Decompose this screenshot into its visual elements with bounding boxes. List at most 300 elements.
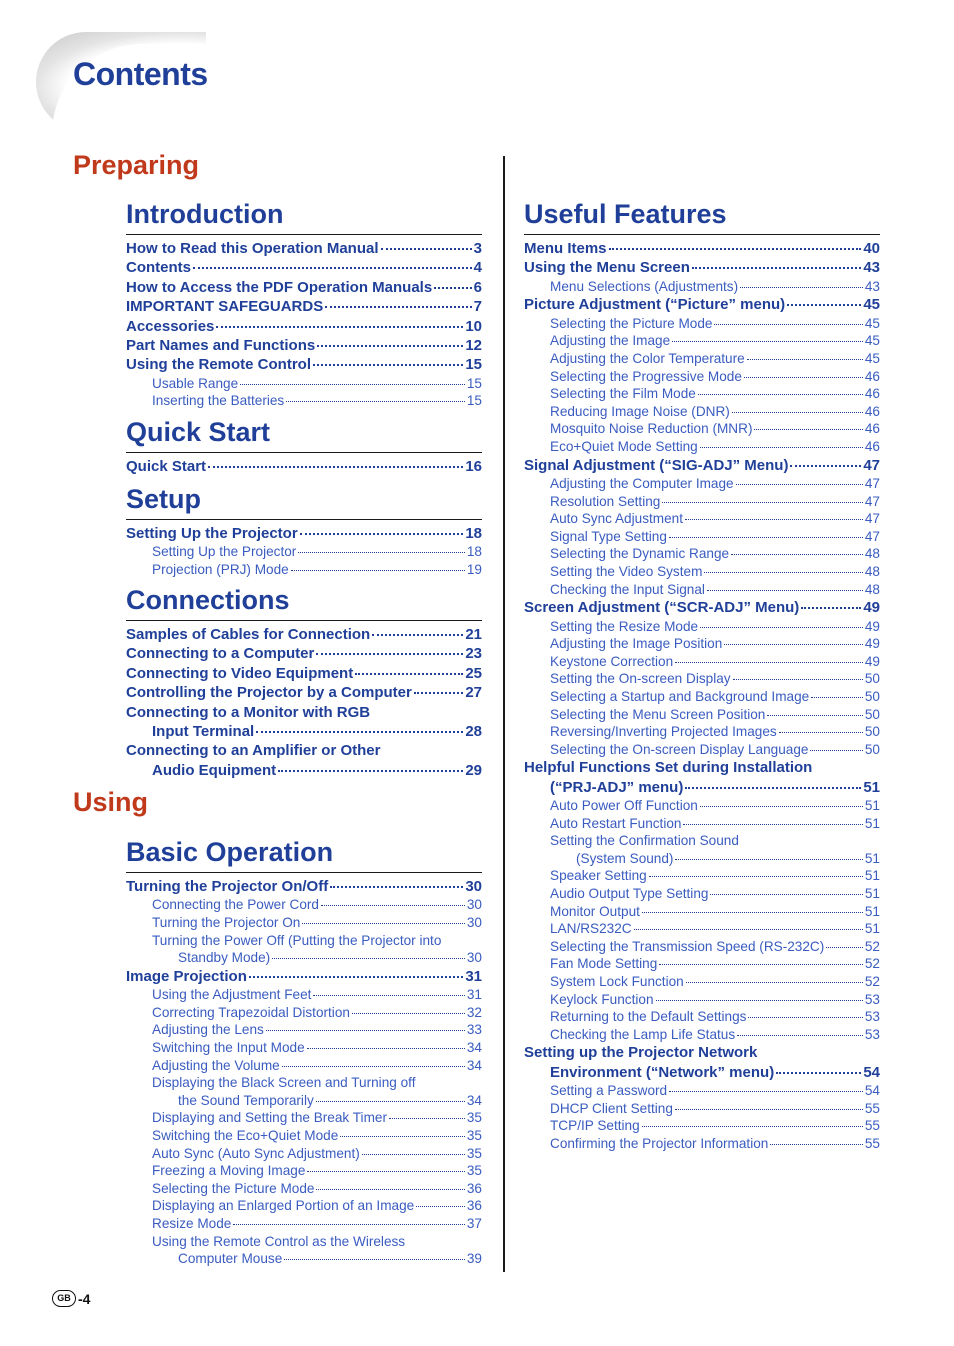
toc-entry-page: 33 bbox=[466, 1022, 482, 1038]
toc-entry-text: Connecting to an Amplifier or Other bbox=[126, 742, 381, 760]
toc-entry[interactable] bbox=[524, 1063, 880, 1082]
toc-entry[interactable] bbox=[524, 758, 880, 777]
toc-entry-page: 34 bbox=[466, 1039, 482, 1055]
toc-entry[interactable] bbox=[524, 850, 880, 868]
toc-entry-page: 50 bbox=[864, 706, 880, 722]
toc-entry[interactable] bbox=[524, 867, 880, 885]
toc-entry-text: Environment (“Network” menu) bbox=[550, 1063, 775, 1081]
toc-entry[interactable] bbox=[126, 914, 482, 932]
toc-entry[interactable] bbox=[126, 1197, 482, 1215]
toc-entry[interactable] bbox=[126, 664, 482, 683]
toc-entry-text: Signal Type Setting bbox=[550, 528, 667, 544]
toc-entry-page: 35 bbox=[466, 1127, 482, 1143]
toc-entry[interactable] bbox=[126, 524, 482, 543]
part-heading-using: Using bbox=[73, 787, 149, 817]
toc-entry-text: Setting up the Projector Network bbox=[524, 1044, 758, 1062]
dot-leader bbox=[744, 377, 863, 378]
dot-leader bbox=[826, 947, 863, 948]
toc-entry-text: Selecting the Dynamic Range bbox=[550, 546, 730, 562]
toc-entry-page: 29 bbox=[465, 761, 482, 779]
toc-entry[interactable] bbox=[524, 688, 880, 706]
toc-entry-text: Menu Selections (Adjustments) bbox=[550, 278, 739, 294]
toc-entry[interactable] bbox=[524, 1117, 880, 1135]
dot-leader bbox=[748, 1017, 862, 1018]
toc-entry-page: 35 bbox=[466, 1145, 482, 1161]
toc-entry[interactable] bbox=[126, 625, 482, 644]
toc-entry-page: 27 bbox=[465, 684, 482, 702]
toc-entry-page: 46 bbox=[864, 403, 880, 419]
toc-entry[interactable] bbox=[126, 896, 482, 914]
toc-entry-page: 15 bbox=[466, 393, 482, 409]
toc-entry-page: 47 bbox=[864, 493, 880, 509]
toc-entry[interactable] bbox=[126, 1021, 482, 1039]
toc-entry[interactable] bbox=[524, 545, 880, 563]
toc-entry-text: Adjusting the Computer Image bbox=[550, 475, 734, 491]
toc-entry[interactable] bbox=[524, 350, 880, 368]
dot-leader bbox=[767, 715, 863, 716]
toc-entry[interactable] bbox=[524, 938, 880, 956]
toc-entry-page: 3 bbox=[473, 240, 482, 257]
dot-leader bbox=[714, 324, 862, 325]
toc-entry[interactable] bbox=[126, 561, 482, 579]
dot-leader bbox=[313, 995, 464, 996]
toc-entry-page: 49 bbox=[864, 636, 880, 652]
toc-entry-text: Resize Mode bbox=[152, 1215, 232, 1231]
toc-entry-text: Switching the Eco+Quiet Mode bbox=[152, 1127, 339, 1143]
toc-entry-text: Adjusting the Lens bbox=[152, 1022, 264, 1038]
toc-entry-text: Speaker Setting bbox=[550, 868, 647, 884]
toc-entry[interactable] bbox=[126, 722, 482, 741]
toc-entry-page: 50 bbox=[864, 688, 880, 704]
dot-leader bbox=[307, 1048, 465, 1049]
dot-leader bbox=[700, 627, 863, 628]
toc-entry-page: 30 bbox=[466, 950, 482, 966]
section-setup bbox=[126, 480, 482, 579]
toc-entry[interactable] bbox=[126, 986, 482, 1004]
toc-entry[interactable] bbox=[524, 368, 880, 386]
toc-entry[interactable] bbox=[126, 1074, 482, 1092]
dot-leader bbox=[669, 1091, 863, 1092]
toc-entry-page: 30 bbox=[465, 878, 482, 895]
toc-entry-text: Selecting the On-screen Display Language bbox=[550, 741, 809, 757]
toc-entries bbox=[126, 239, 482, 410]
toc-entry-page: 30 bbox=[466, 897, 482, 913]
toc-entry-page: 46 bbox=[864, 421, 880, 437]
toc-entry[interactable] bbox=[524, 723, 880, 741]
dot-leader bbox=[389, 1118, 465, 1119]
toc-entry[interactable] bbox=[126, 375, 482, 393]
toc-entries bbox=[126, 877, 482, 1268]
dot-leader bbox=[675, 859, 862, 860]
dot-leader bbox=[776, 1072, 861, 1074]
dot-leader bbox=[256, 731, 463, 733]
toc-entry[interactable] bbox=[126, 877, 482, 896]
toc-entry[interactable] bbox=[524, 563, 880, 581]
toc-entry-page: 46 bbox=[864, 368, 880, 384]
toc-entry-text: Adjusting the Volume bbox=[152, 1057, 280, 1073]
toc-entry[interactable] bbox=[524, 920, 880, 938]
toc-entry-page: 16 bbox=[465, 458, 482, 475]
dot-leader bbox=[685, 519, 863, 520]
toc-entry-text: Input Terminal bbox=[152, 723, 255, 741]
toc-entry[interactable] bbox=[524, 741, 880, 759]
toc-entry[interactable] bbox=[126, 457, 482, 476]
toc-entry-page: 48 bbox=[864, 581, 880, 597]
dot-leader bbox=[325, 306, 471, 308]
toc-entry-page: 50 bbox=[864, 724, 880, 740]
toc-entry-text: Selecting the Progressive Mode bbox=[550, 368, 742, 384]
toc-entry-page: 45 bbox=[864, 333, 880, 349]
toc-entry-text: Turning the Power Off (Putting the Projector into bbox=[152, 932, 442, 948]
toc-entry-page: 39 bbox=[466, 1251, 482, 1267]
dot-leader bbox=[381, 248, 472, 250]
toc-entry-text: Turning the Projector On bbox=[152, 915, 301, 930]
toc-entry[interactable] bbox=[524, 903, 880, 921]
toc-entry[interactable] bbox=[524, 1026, 880, 1044]
toc-entry-text: Using the Remote Control bbox=[126, 356, 312, 374]
toc-entry[interactable] bbox=[126, 1004, 482, 1022]
toc-entry-text: Fan Mode Setting bbox=[550, 956, 658, 972]
toc-entry-page: 52 bbox=[864, 938, 880, 954]
toc-entry-text: Selecting the Menu Screen Position bbox=[550, 706, 766, 722]
toc-entry-text: Mosquito Noise Reduction (MNR) bbox=[550, 421, 753, 437]
toc-entry[interactable] bbox=[524, 420, 880, 438]
toc-entry-page: 51 bbox=[864, 850, 880, 866]
toc-entry[interactable] bbox=[126, 703, 482, 722]
toc-entry[interactable] bbox=[524, 475, 880, 493]
toc-entry-text: Using the Menu Screen bbox=[524, 259, 690, 277]
section-title: Quick Start bbox=[126, 413, 482, 453]
toc-entry-page: 15 bbox=[465, 356, 482, 374]
dot-leader bbox=[698, 394, 863, 395]
toc-entry[interactable] bbox=[524, 832, 880, 850]
toc-entry-text: Samples of Cables for Connection bbox=[126, 626, 371, 643]
toc-entry[interactable] bbox=[126, 761, 482, 780]
dot-leader bbox=[300, 533, 464, 535]
toc-entry-text: IMPORTANT SAFEGUARDS bbox=[126, 298, 324, 316]
toc-entry[interactable] bbox=[126, 1039, 482, 1057]
toc-entry[interactable] bbox=[524, 955, 880, 973]
toc-entry[interactable] bbox=[524, 581, 880, 599]
dot-leader bbox=[732, 412, 863, 413]
dot-leader bbox=[656, 1000, 863, 1001]
toc-entry-page: 51 bbox=[864, 903, 880, 919]
toc-entry-text: Correcting Trapezoidal Distortion bbox=[152, 1004, 350, 1020]
toc-entry[interactable] bbox=[524, 332, 880, 350]
toc-entry-page: 53 bbox=[864, 1026, 880, 1042]
toc-entry[interactable] bbox=[524, 278, 880, 296]
toc-entry[interactable] bbox=[524, 385, 880, 403]
toc-entry[interactable] bbox=[524, 815, 880, 833]
toc-entry[interactable] bbox=[126, 1162, 482, 1180]
toc-entry[interactable] bbox=[524, 778, 880, 797]
toc-entry-page: 49 bbox=[864, 653, 880, 669]
dot-leader bbox=[779, 732, 863, 733]
toc-entry[interactable] bbox=[126, 932, 482, 950]
toc-entry-text: Menu Items bbox=[524, 240, 607, 257]
dot-leader bbox=[321, 905, 465, 906]
toc-entry-text: Setting Up the Projector bbox=[126, 525, 298, 542]
toc-entry[interactable] bbox=[524, 635, 880, 653]
dot-leader bbox=[372, 634, 463, 636]
toc-entry[interactable] bbox=[524, 973, 880, 991]
toc-entry-text: Contents bbox=[126, 259, 191, 277]
toc-entry-text: Audio Output Type Setting bbox=[550, 886, 709, 902]
toc-entry-text: (“PRJ-ADJ” menu) bbox=[550, 778, 684, 796]
dot-leader bbox=[340, 1136, 465, 1137]
toc-entry-text: Displaying an Enlarged Portion of an Image bbox=[152, 1198, 415, 1214]
toc-entry-page: 53 bbox=[864, 991, 880, 1007]
toc-entry-text: Auto Sync Adjustment bbox=[550, 511, 683, 527]
toc-entry[interactable] bbox=[524, 510, 880, 528]
toc-entry-page: 10 bbox=[465, 317, 482, 335]
toc-entry[interactable] bbox=[126, 392, 482, 410]
dot-leader bbox=[233, 1224, 465, 1225]
toc-entry-page: 48 bbox=[864, 563, 880, 579]
toc-entry-text: Adjusting the Image bbox=[550, 333, 671, 349]
toc-entry[interactable] bbox=[524, 1135, 880, 1153]
toc-entry-page: 50 bbox=[864, 741, 880, 757]
toc-entry[interactable] bbox=[126, 543, 482, 561]
section-title: Connections bbox=[126, 581, 482, 621]
toc-entry[interactable] bbox=[524, 456, 880, 475]
toc-entry[interactable] bbox=[524, 670, 880, 688]
toc-entry-text: Usable Range bbox=[152, 375, 239, 391]
toc-entry[interactable] bbox=[126, 1180, 482, 1198]
dot-leader bbox=[685, 787, 861, 789]
toc-entry-text: Using the Remote Control as the Wireless bbox=[152, 1233, 406, 1249]
toc-entry-page: 49 bbox=[864, 618, 880, 634]
dot-leader bbox=[330, 886, 463, 888]
toc-entry[interactable] bbox=[524, 598, 880, 617]
section-title: Useful Features bbox=[524, 195, 880, 235]
toc-entry-page: 47 bbox=[864, 475, 880, 491]
toc-entry[interactable] bbox=[126, 741, 482, 760]
toc-entry-page: 54 bbox=[863, 1063, 880, 1081]
toc-entry-page: 51 bbox=[864, 815, 880, 831]
toc-entry-page: 4 bbox=[473, 259, 482, 277]
dot-leader bbox=[317, 345, 463, 347]
toc-entry-text: Keylock Function bbox=[550, 991, 654, 1007]
toc-entry[interactable] bbox=[524, 885, 880, 903]
dot-leader bbox=[609, 248, 862, 250]
toc-entry[interactable] bbox=[524, 1043, 880, 1062]
toc-entry-text: Selecting a Startup and Background Image bbox=[550, 688, 810, 704]
section-title: Setup bbox=[126, 480, 482, 520]
dot-leader bbox=[733, 679, 863, 680]
toc-entry-page: 18 bbox=[465, 525, 482, 542]
toc-entry-page: 43 bbox=[864, 278, 880, 294]
toc-entry-text: Quick Start bbox=[126, 458, 207, 475]
toc-entry[interactable] bbox=[524, 528, 880, 546]
dot-leader bbox=[291, 570, 465, 571]
toc-entry-page: 7 bbox=[473, 298, 482, 316]
toc-entry-text: Audio Equipment bbox=[152, 761, 277, 779]
toc-entry-text: Standby Mode) bbox=[178, 950, 271, 966]
toc-entry-page: 34 bbox=[466, 1057, 482, 1073]
toc-entry-text: Using the Adjustment Feet bbox=[152, 987, 312, 1003]
dot-leader bbox=[416, 1206, 465, 1207]
toc-entry-page: 18 bbox=[466, 544, 482, 560]
dot-leader bbox=[736, 484, 863, 485]
toc-entry[interactable] bbox=[126, 1092, 482, 1110]
toc-entry[interactable] bbox=[126, 1057, 482, 1075]
toc-entry[interactable] bbox=[524, 618, 880, 636]
dot-leader bbox=[634, 929, 863, 930]
dot-leader bbox=[659, 964, 863, 965]
section-title: Introduction bbox=[126, 195, 482, 235]
section-introduction bbox=[126, 195, 482, 410]
toc-entry-text: Adjusting the Color Temperature bbox=[550, 351, 745, 366]
toc-entry-text: How to Access the PDF Operation Manuals bbox=[126, 278, 433, 296]
toc-entry[interactable] bbox=[126, 317, 482, 336]
toc-entry[interactable] bbox=[524, 706, 880, 724]
dot-leader bbox=[193, 267, 472, 269]
toc-entry-page: 51 bbox=[864, 921, 880, 937]
toc-entry-text: Confirming the Projector Information bbox=[550, 1136, 769, 1151]
toc-entry-text: TCP/IP Setting bbox=[550, 1118, 640, 1134]
toc-entry-page: 35 bbox=[466, 1163, 482, 1179]
toc-entry[interactable] bbox=[126, 336, 482, 355]
dot-leader bbox=[307, 1171, 464, 1172]
dot-leader bbox=[302, 923, 465, 924]
toc-entry[interactable] bbox=[126, 1127, 482, 1145]
toc-entry[interactable] bbox=[524, 493, 880, 511]
toc-entries bbox=[126, 457, 482, 476]
toc-entry-text: Displaying the Black Screen and Turning off bbox=[152, 1075, 416, 1091]
toc-entry-text: Setting a Password bbox=[550, 1083, 668, 1099]
toc-entry-page: 15 bbox=[466, 375, 482, 391]
toc-entry-page: 43 bbox=[863, 259, 880, 277]
toc-entry-text: Selecting the Transmission Speed (RS-232C) bbox=[550, 938, 825, 954]
toc-entry[interactable] bbox=[524, 315, 880, 333]
toc-entry[interactable] bbox=[126, 949, 482, 967]
toc-entry-text: Setting the Confirmation Sound bbox=[550, 833, 739, 849]
page-number bbox=[52, 1290, 90, 1307]
dot-leader bbox=[266, 1030, 465, 1031]
toc-entry[interactable] bbox=[524, 258, 880, 277]
dot-leader bbox=[811, 697, 863, 698]
dot-leader bbox=[731, 554, 863, 555]
toc-entry-page: 55 bbox=[864, 1136, 880, 1151]
toc-entry-page: 52 bbox=[864, 956, 880, 972]
toc-entry-page: 49 bbox=[863, 599, 880, 617]
toc-entry-page: 37 bbox=[466, 1215, 482, 1231]
toc-entry-text: Selecting the Picture Mode bbox=[550, 315, 713, 331]
toc-entry-page: 30 bbox=[466, 915, 482, 930]
toc-entry[interactable] bbox=[126, 967, 482, 986]
dot-leader bbox=[801, 607, 861, 609]
page-title: Contents bbox=[73, 56, 208, 92]
section-title: Basic Operation bbox=[126, 833, 482, 873]
dot-leader bbox=[352, 1013, 465, 1014]
toc-entry-page: 45 bbox=[864, 351, 880, 366]
toc-entry[interactable] bbox=[524, 1008, 880, 1026]
toc-entry-text: Auto Power Off Function bbox=[550, 798, 698, 814]
toc-entry-text: Setting Up the Projector bbox=[152, 544, 297, 560]
dot-leader bbox=[710, 894, 862, 895]
toc-entry[interactable] bbox=[126, 278, 482, 297]
dot-leader bbox=[704, 572, 862, 573]
toc-entry-text: Keystone Correction bbox=[550, 653, 674, 669]
toc-entry-text: Monitor Output bbox=[550, 903, 640, 919]
dot-leader bbox=[740, 287, 863, 288]
dot-leader bbox=[747, 359, 863, 360]
dot-leader bbox=[355, 673, 463, 675]
dot-leader bbox=[787, 304, 861, 306]
toc-entries bbox=[524, 239, 880, 1153]
toc-entry-page: 19 bbox=[466, 562, 482, 577]
toc-entry-page: 48 bbox=[864, 546, 880, 562]
dot-leader bbox=[686, 982, 863, 983]
toc-entry-page: 40 bbox=[863, 240, 880, 257]
toc-entry[interactable] bbox=[126, 644, 482, 663]
toc-entry[interactable] bbox=[524, 438, 880, 456]
toc-entry-text: LAN/RS232C bbox=[550, 921, 632, 937]
toc-entry[interactable] bbox=[126, 239, 482, 258]
toc-entry-page: 51 bbox=[864, 868, 880, 884]
toc-entry[interactable] bbox=[126, 1215, 482, 1233]
toc-entries bbox=[126, 524, 482, 579]
dot-leader bbox=[278, 770, 463, 772]
toc-entry[interactable] bbox=[524, 653, 880, 671]
dot-leader bbox=[249, 976, 463, 978]
toc-entry-text: Setting the On-screen Display bbox=[550, 671, 731, 687]
dot-leader bbox=[316, 1189, 464, 1190]
toc-entry[interactable] bbox=[524, 797, 880, 815]
toc-entry-text: Picture Adjustment (“Picture” menu) bbox=[524, 296, 786, 314]
toc-entry-text: Freezing a Moving Image bbox=[152, 1163, 306, 1179]
dot-leader bbox=[642, 1126, 863, 1127]
toc-entry-text: Screen Adjustment (“SCR-ADJ” Menu) bbox=[524, 599, 800, 617]
toc-entries bbox=[126, 625, 482, 780]
toc-entry[interactable] bbox=[126, 683, 482, 702]
page-number-text: -4 bbox=[78, 1290, 91, 1307]
toc-entry-text: Projection (PRJ) Mode bbox=[152, 562, 289, 577]
section-connections bbox=[126, 581, 482, 780]
toc-entry[interactable] bbox=[524, 403, 880, 421]
toc-entry[interactable] bbox=[524, 1100, 880, 1118]
toc-entry[interactable] bbox=[524, 1082, 880, 1100]
toc-entry[interactable] bbox=[126, 1145, 482, 1163]
toc-entry-page: 50 bbox=[864, 671, 880, 687]
dot-leader bbox=[672, 341, 863, 342]
toc-entry-text: Part Names and Functions bbox=[126, 337, 316, 355]
toc-entry[interactable] bbox=[126, 1233, 482, 1251]
toc-entry[interactable] bbox=[126, 1109, 482, 1127]
dot-leader bbox=[642, 912, 863, 913]
dot-leader bbox=[675, 1109, 863, 1110]
toc-entry[interactable] bbox=[126, 297, 482, 316]
dot-leader bbox=[414, 692, 463, 694]
section-basic-operation bbox=[126, 833, 482, 1268]
toc-entry-text: Inserting the Batteries bbox=[152, 393, 285, 409]
toc-entry[interactable] bbox=[524, 295, 880, 314]
toc-entry[interactable] bbox=[126, 355, 482, 374]
toc-entry-text: Computer Mouse bbox=[178, 1251, 283, 1267]
toc-entry-page: 53 bbox=[864, 1009, 880, 1025]
toc-entry[interactable] bbox=[524, 239, 880, 258]
section-useful-features bbox=[524, 195, 880, 1153]
toc-entry[interactable] bbox=[524, 991, 880, 1009]
toc-entry-text: Turning the Projector On/Off bbox=[126, 878, 329, 895]
toc-entry-text: Setting the Resize Mode bbox=[550, 618, 699, 634]
toc-entry-page: 55 bbox=[864, 1118, 880, 1134]
dot-leader bbox=[284, 1259, 465, 1260]
toc-entry[interactable] bbox=[126, 1250, 482, 1268]
toc-entry[interactable] bbox=[126, 258, 482, 277]
toc-entry-text: Eco+Quiet Mode Setting bbox=[550, 438, 698, 454]
